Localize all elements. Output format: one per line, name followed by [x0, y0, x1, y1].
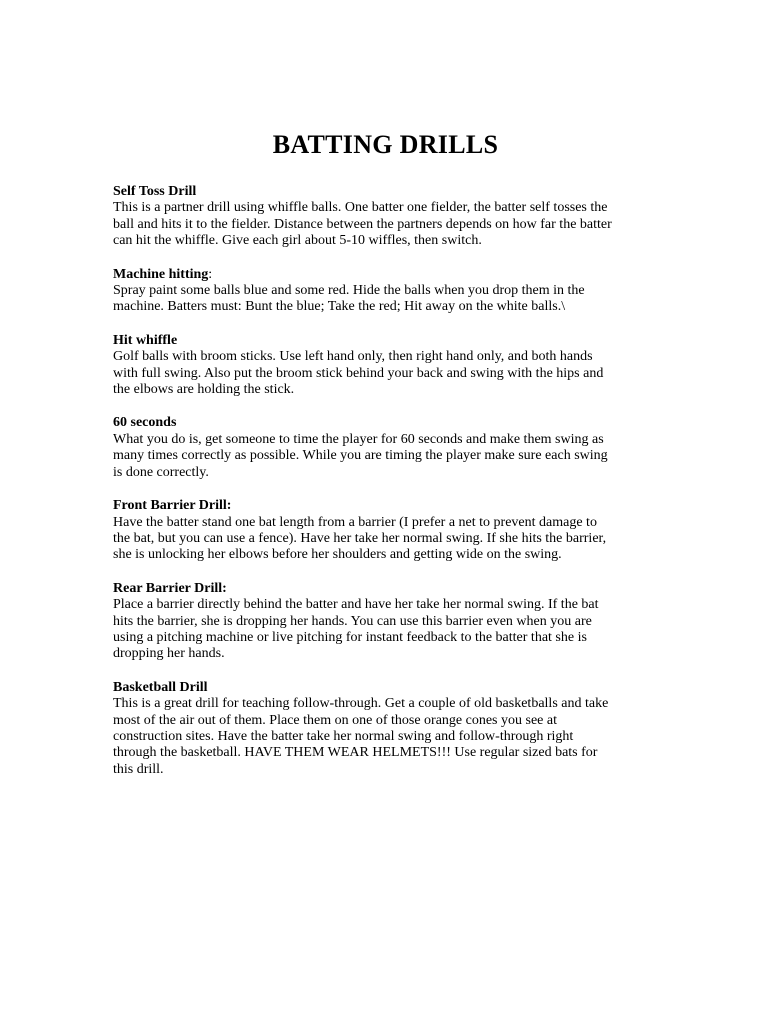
section-basketball-drill	[113, 680, 658, 778]
body-line: the bat, but you can use a fence). Have her take her normal swing. If she hits the barrier,	[113, 530, 607, 546]
section-body	[113, 432, 658, 481]
section-heading	[113, 267, 658, 283]
section-heading-text: 60 seconds	[113, 415, 177, 431]
section-heading-text: Machine hitting	[113, 266, 209, 282]
section-heading	[113, 680, 658, 696]
section-front-barrier-drill	[113, 498, 658, 564]
body-line: Spray paint some balls blue and some red. Hide the balls when you drop them in the	[113, 283, 585, 299]
body-line: through the basketball. HAVE THEM WEAR HELMETS!!! Use regular sized bats for	[113, 745, 598, 761]
section-heading	[113, 184, 658, 200]
section-rear-barrier-drill	[113, 581, 658, 663]
body-line: the elbows are holding the stick.	[113, 382, 295, 398]
body-line: Golf balls with broom sticks. Use left hand only, then right hand only, and both hands	[113, 349, 593, 365]
section-heading-text: Basketball Drill	[113, 679, 208, 695]
body-line: she is unlocking her elbows before her shoulders and getting wide on the swing.	[113, 547, 562, 563]
section-heading-text: Self Toss Drill	[113, 184, 197, 199]
body-line: Place a barrier directly behind the batter and have her take her normal swing. If the bat	[113, 597, 599, 613]
section-heading	[113, 581, 658, 597]
body-line: This is a partner drill using whiffle balls. One batter one fielder, the batter self tosses the	[113, 200, 608, 216]
body-line: Have the batter stand one bat length from a barrier (I prefer a net to prevent damage to	[113, 514, 597, 530]
body-line: hits the barrier, she is dropping her hands. You can use this barrier even when you are	[113, 613, 592, 629]
body-line: most of the air out of them. Place them on one of those orange cones you see at	[113, 712, 557, 728]
body-line: is done correctly.	[113, 464, 209, 480]
document-page	[113, 127, 658, 795]
section-body	[113, 597, 658, 663]
body-line: ball and hits it to the fielder. Distance between the partners depends on how far the batter	[113, 216, 612, 232]
body-line: machine. Batters must: Bunt the blue; Take the red; Hit away on the white balls.\	[113, 299, 566, 315]
section-machine-hitting	[113, 267, 658, 316]
body-line: using a pitching machine or live pitching for instant feedback to the batter that she is	[113, 629, 587, 645]
section-heading-text: Hit whiffle	[113, 332, 178, 348]
body-line: this drill.	[113, 761, 164, 777]
section-hit-whiffle	[113, 333, 658, 399]
section-heading	[113, 415, 658, 431]
section-heading-text: Rear Barrier Drill:	[113, 580, 227, 596]
section-heading-suffix: :	[208, 266, 213, 282]
section-body	[113, 200, 658, 249]
section-body	[113, 696, 658, 778]
section-body	[113, 283, 658, 316]
body-line: construction sites. Have the batter take her normal swing and follow-through right	[113, 728, 574, 744]
section-60-seconds	[113, 415, 658, 481]
section-heading	[113, 498, 658, 514]
section-self-toss-drill	[113, 184, 658, 250]
body-line: can hit the whiffle. Give each girl about 5-10 wiffles, then switch.	[113, 233, 482, 249]
section-heading-text: Front Barrier Drill:	[113, 498, 232, 514]
body-line: dropping her hands.	[113, 646, 225, 662]
section-body	[113, 515, 658, 564]
body-line: What you do is, get someone to time the player for 60 seconds and make them swing as	[113, 431, 604, 447]
section-heading	[113, 333, 658, 349]
body-line: with full swing. Also put the broom stick behind your back and swing with the hips and	[113, 365, 604, 381]
body-line: many times correctly as possible. While you are timing the player make sure each swing	[113, 448, 608, 464]
body-line: This is a great drill for teaching follow-through. Get a couple of old basketballs and take	[113, 696, 609, 712]
section-body	[113, 349, 658, 398]
document-title: BATTING DRILLS	[272, 130, 499, 159]
